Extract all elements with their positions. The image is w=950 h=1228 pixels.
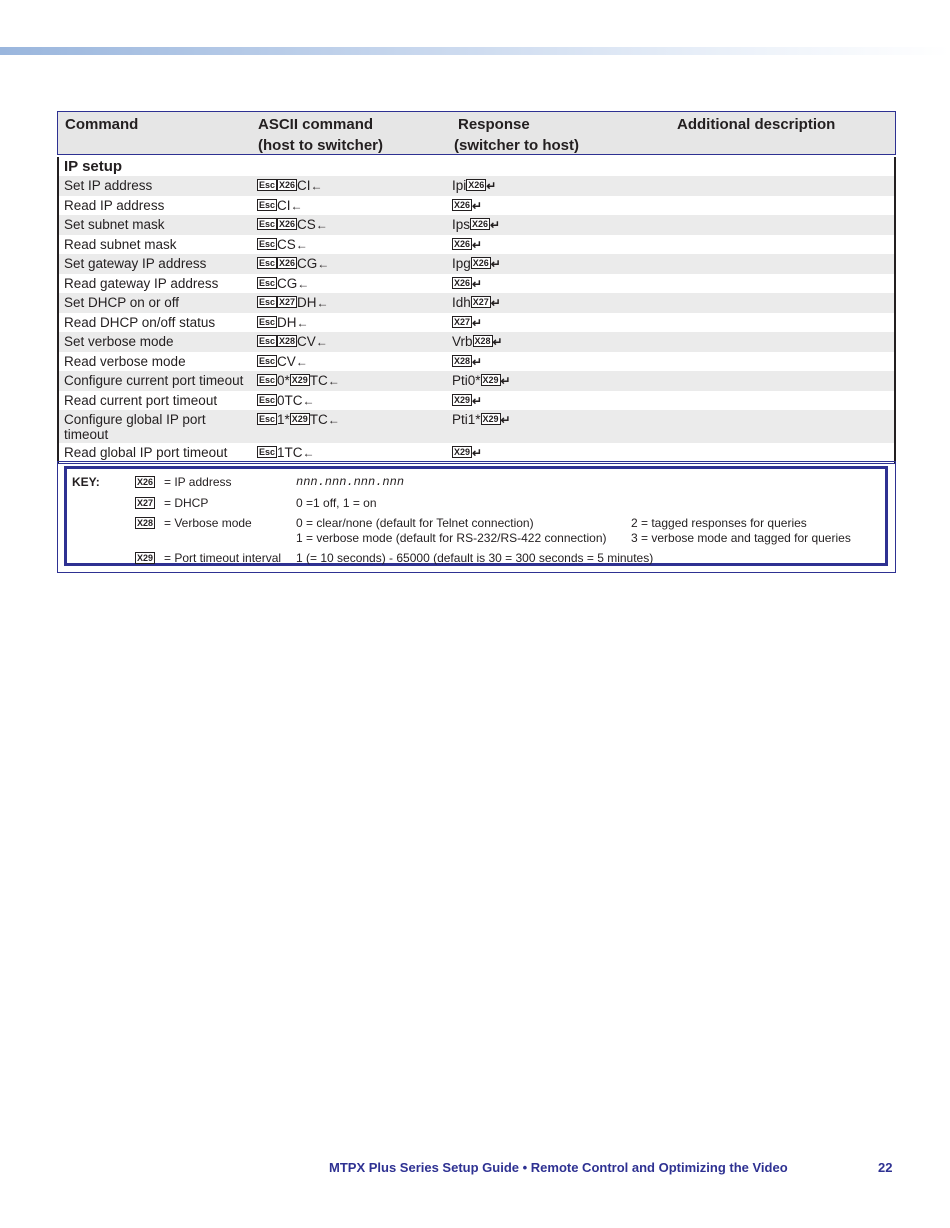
- key-name-x29: = Port timeout interval: [164, 551, 282, 565]
- table-body: [57, 157, 896, 464]
- row-command-label: Set verbose mode: [64, 334, 174, 349]
- key-var-x26: X26: [137, 476, 154, 487]
- command-text: Idh: [452, 295, 471, 310]
- command-text: Ipi: [452, 178, 467, 193]
- command-text: CS: [297, 217, 316, 232]
- command-table: [57, 111, 896, 464]
- return-icon: ↵: [486, 179, 497, 193]
- row-response: [452, 254, 501, 274]
- table-row: [59, 274, 894, 294]
- variable-box: X26: [279, 258, 296, 269]
- command-text: CS: [277, 236, 296, 252]
- table-row: [59, 352, 894, 372]
- row-command-label: Read current port timeout: [64, 392, 218, 408]
- return-icon: ↵: [490, 296, 501, 310]
- header-response: [454, 112, 579, 158]
- esc-key-box: Esc: [259, 316, 276, 327]
- row-response: [452, 235, 482, 255]
- variable-box: X29: [291, 414, 308, 425]
- row-command-label: Configure current port timeout: [64, 373, 244, 388]
- table-row: [59, 391, 894, 411]
- left-arrow-icon: ←: [295, 354, 308, 369]
- return-icon: ↵: [472, 237, 483, 252]
- table-row: [59, 254, 894, 274]
- variable-box: X28: [454, 355, 471, 366]
- table-row: [59, 215, 894, 235]
- key-desc-x29: 1 (= 10 seconds) - 65000 (default is 30 = 300 seconds = 5 minutes): [296, 551, 654, 565]
- row-ascii-command: [257, 274, 309, 294]
- esc-key-box: Esc: [259, 238, 276, 249]
- command-text: DH: [277, 314, 297, 330]
- command-text: CI: [277, 197, 291, 213]
- variable-box: X26: [279, 219, 296, 230]
- row-command-label: Read gateway IP address: [64, 275, 219, 291]
- variable-box: X26: [454, 238, 471, 249]
- left-arrow-icon: ←: [315, 335, 328, 349]
- key-desc-x27: 0 =1 off, 1 = on: [296, 496, 377, 510]
- header-ascii-line2: (host to switcher): [258, 137, 384, 154]
- row-command-label: Read DHCP on/off status: [64, 314, 216, 330]
- header-ascii-line1: ASCII command: [258, 116, 374, 133]
- key-inner-box: [64, 466, 888, 566]
- key-var-x28: X28: [137, 517, 154, 528]
- esc-key-box: Esc: [259, 277, 276, 288]
- key-desc-x28-c: 2 = tagged responses for queries: [631, 516, 807, 530]
- header-gradient-bar: [0, 47, 950, 55]
- row-ascii-command: [257, 254, 329, 274]
- left-arrow-icon: ←: [310, 179, 323, 193]
- return-icon: ↵: [472, 276, 483, 291]
- row-command-label: Configure global IP port timeout: [64, 412, 206, 442]
- variable-box: X29: [482, 414, 499, 425]
- command-text: Vrb: [452, 334, 473, 349]
- command-text: 1*: [277, 412, 290, 427]
- key-title: KEY:: [72, 475, 100, 489]
- esc-key-box: Esc: [259, 447, 276, 458]
- left-arrow-icon: ←: [316, 296, 329, 310]
- esc-key-box: Esc: [259, 414, 276, 425]
- variable-box: X29: [291, 375, 308, 386]
- table-header: [57, 111, 896, 155]
- table-row: [59, 410, 894, 443]
- command-text: Pti1*: [452, 412, 481, 427]
- command-text: CV: [297, 334, 316, 349]
- left-arrow-icon: ←: [295, 237, 308, 252]
- row-response: [452, 371, 511, 391]
- section-title: IP setup: [59, 157, 894, 176]
- esc-key-box: Esc: [259, 199, 276, 210]
- row-response: [452, 196, 482, 216]
- return-icon: ↵: [490, 218, 501, 232]
- footer-text: MTPX Plus Series Setup Guide • Remote Control and Optimizing the Video: [329, 1160, 788, 1175]
- row-ascii-command: [257, 352, 308, 372]
- return-icon: ↵: [500, 413, 511, 427]
- command-text: Ipg: [452, 256, 471, 271]
- esc-key-box: Esc: [259, 297, 276, 308]
- left-arrow-icon: ←: [327, 413, 340, 427]
- esc-key-box: Esc: [259, 258, 276, 269]
- command-text: TC: [309, 412, 328, 427]
- header-response-line2: (switcher to host): [454, 137, 580, 154]
- row-response: [452, 391, 482, 411]
- row-ascii-command: [257, 332, 328, 352]
- esc-key-box: Esc: [259, 355, 276, 366]
- table-row: [59, 293, 894, 313]
- row-command-label: Set IP address: [64, 178, 153, 193]
- esc-key-box: Esc: [259, 180, 276, 191]
- header-command: Command: [65, 116, 139, 133]
- key-var-x29: X29: [137, 552, 154, 563]
- row-response: [452, 215, 500, 235]
- variable-box: X26: [454, 199, 471, 210]
- row-command-label: Set gateway IP address: [64, 256, 207, 271]
- header-ascii: [258, 112, 383, 158]
- command-text: 1TC: [277, 445, 303, 460]
- variable-box: X28: [279, 336, 296, 347]
- return-icon: ↵: [490, 257, 501, 271]
- esc-key-box: Esc: [259, 394, 276, 405]
- command-text: 0*: [277, 373, 290, 388]
- command-text: Pti0*: [452, 373, 481, 388]
- row-ascii-command: [257, 313, 309, 333]
- key-desc-x28-a: 0 = clear/none (default for Telnet connection): [296, 516, 534, 530]
- row-command-label: Set subnet mask: [64, 217, 165, 232]
- row-command-label: Read subnet mask: [64, 236, 177, 252]
- left-arrow-icon: ←: [297, 276, 310, 291]
- row-response: [452, 293, 501, 313]
- key-panel: [57, 461, 896, 573]
- row-command-label: Read verbose mode: [64, 353, 186, 369]
- table-row: [59, 313, 894, 333]
- row-response: [452, 274, 482, 294]
- key-desc-x26: nnn.nnn.nnn.nnn: [296, 475, 405, 489]
- row-response: [452, 410, 511, 430]
- row-command-label: Set DHCP on or off: [64, 295, 180, 310]
- command-text: TC: [309, 373, 328, 388]
- variable-box: X27: [472, 297, 489, 308]
- table-row: [59, 443, 894, 463]
- row-ascii-command: [257, 371, 340, 391]
- command-text: 0TC: [277, 392, 303, 408]
- table-row: [59, 176, 894, 196]
- variable-box: X29: [454, 447, 471, 458]
- variable-box: X27: [279, 297, 296, 308]
- variable-box: X28: [474, 336, 491, 347]
- esc-key-box: Esc: [259, 375, 276, 386]
- variable-box: X27: [454, 316, 471, 327]
- row-response: [452, 443, 482, 463]
- return-icon: ↵: [472, 198, 483, 213]
- variable-box: X29: [454, 394, 471, 405]
- row-response: [452, 352, 482, 372]
- row-ascii-command: [257, 410, 340, 430]
- key-var-x27: X27: [137, 497, 154, 508]
- row-command-label: Read IP address: [64, 197, 165, 213]
- left-arrow-icon: ←: [290, 198, 303, 213]
- command-text: CG: [297, 256, 318, 271]
- key-name-x28: = Verbose mode: [164, 516, 252, 530]
- row-ascii-command: [257, 443, 315, 463]
- command-text: DH: [297, 295, 317, 310]
- table-row: [59, 235, 894, 255]
- row-response: [452, 313, 482, 333]
- row-command-label: Read global IP port timeout: [64, 445, 228, 460]
- page-number: 22: [878, 1160, 893, 1175]
- left-arrow-icon: ←: [302, 393, 315, 408]
- left-arrow-icon: ←: [315, 218, 328, 232]
- left-arrow-icon: ←: [302, 446, 315, 460]
- esc-key-box: Esc: [259, 219, 276, 230]
- return-icon: ↵: [492, 335, 503, 349]
- variable-box: X26: [279, 180, 296, 191]
- left-arrow-icon: ←: [296, 315, 309, 330]
- command-text: Ips: [452, 217, 471, 232]
- row-ascii-command: [257, 196, 303, 216]
- key-name-x26: = IP address: [164, 475, 232, 489]
- variable-box: X26: [454, 277, 471, 288]
- return-icon: ↵: [500, 374, 511, 388]
- row-ascii-command: [257, 391, 315, 411]
- left-arrow-icon: ←: [327, 374, 340, 388]
- key-desc-x28-d: 3 = verbose mode and tagged for queries: [631, 531, 851, 545]
- row-response: [452, 332, 503, 352]
- return-icon: ↵: [472, 446, 483, 460]
- header-description: Additional description: [677, 116, 836, 133]
- table-row: [59, 196, 894, 216]
- esc-key-box: Esc: [259, 336, 276, 347]
- row-ascii-command: [257, 176, 323, 196]
- left-arrow-icon: ←: [317, 257, 330, 271]
- key-desc-x28-b: 1 = verbose mode (default for RS-232/RS-422 connection): [296, 531, 607, 545]
- header-response-line1: Response: [458, 116, 530, 133]
- table-row: [59, 371, 894, 391]
- variable-box: X26: [472, 258, 489, 269]
- return-icon: ↵: [472, 354, 483, 369]
- row-response: [452, 176, 496, 196]
- row-ascii-command: [257, 215, 328, 235]
- command-text: CG: [277, 275, 298, 291]
- table-row: [59, 332, 894, 352]
- return-icon: ↵: [472, 315, 483, 330]
- key-name-x27: = DHCP: [164, 496, 209, 510]
- row-ascii-command: [257, 293, 329, 313]
- return-icon: ↵: [472, 393, 483, 408]
- command-text: CV: [277, 353, 296, 369]
- variable-box: X26: [468, 180, 485, 191]
- row-ascii-command: [257, 235, 308, 255]
- command-text: CI: [297, 178, 311, 193]
- variable-box: X29: [482, 375, 499, 386]
- table-rows: [59, 176, 894, 463]
- variable-box: X26: [472, 219, 489, 230]
